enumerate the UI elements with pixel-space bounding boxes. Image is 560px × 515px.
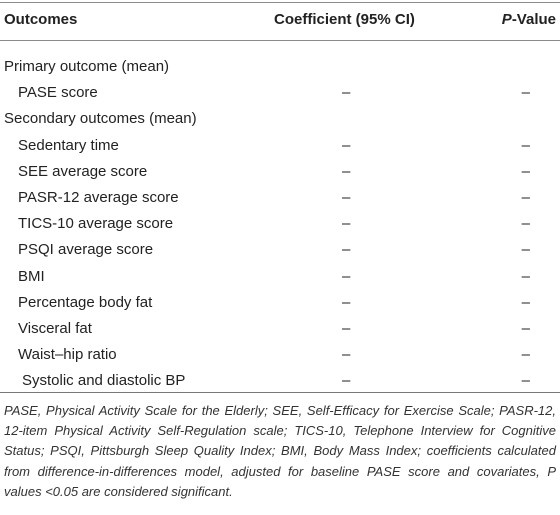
row-pvalue: –: [521, 372, 530, 390]
row-label: PASR-12 average score: [18, 188, 179, 206]
table-row: [0, 266, 560, 292]
row-pvalue: –: [521, 346, 530, 364]
table-row: [0, 56, 560, 82]
row-coefficient: –: [342, 293, 351, 311]
row-label: Secondary outcomes (mean): [4, 110, 197, 128]
header-pvalue: [502, 11, 556, 28]
row-label: Visceral fat: [18, 319, 92, 337]
row-coefficient: –: [342, 241, 351, 259]
row-label: Sedentary time: [18, 136, 119, 154]
table-bottom-rule: [0, 392, 560, 393]
row-pvalue: –: [521, 267, 530, 285]
row-pvalue: –: [521, 188, 530, 206]
row-coefficient: –: [342, 372, 351, 390]
row-pvalue: –: [521, 241, 530, 259]
header-outcomes: Outcomes: [4, 11, 78, 28]
row-pvalue: –: [521, 293, 530, 311]
row-coefficient: –: [342, 215, 351, 233]
header-pvalue-p: P: [501, 11, 512, 28]
table-row: [0, 318, 560, 344]
header-pvalue-rest: -Value: [511, 11, 556, 28]
row-pvalue: –: [521, 215, 530, 233]
table-row: [0, 108, 560, 134]
row-coefficient: –: [342, 136, 351, 154]
header-coefficient: Coefficient (95% CI): [274, 11, 415, 28]
row-coefficient: –: [342, 162, 351, 180]
table-body: [0, 56, 560, 396]
row-label: Waist–hip ratio: [18, 346, 117, 364]
row-coefficient: –: [342, 84, 351, 102]
row-coefficient: –: [342, 346, 351, 364]
row-label: TICS-10 average score: [18, 215, 174, 233]
row-label: Percentage body fat: [18, 293, 153, 311]
row-label: SEE average score: [18, 162, 148, 180]
row-pvalue: –: [521, 84, 530, 102]
row-label: PSQI average score: [18, 241, 154, 259]
row-coefficient: –: [342, 319, 351, 337]
row-pvalue: –: [521, 136, 530, 154]
table-top-rule: [0, 2, 560, 3]
row-label: BMI: [18, 267, 45, 285]
row-label: PASE score: [18, 84, 98, 102]
table-row: [0, 161, 560, 187]
row-pvalue: –: [521, 319, 530, 337]
row-pvalue: –: [521, 162, 530, 180]
row-coefficient: –: [342, 267, 351, 285]
table-footnote: PASE, Physical Activity Scale for the Elderly; SEE, Self-Efficacy for Exercise Scale; PASR-12, 12-item Physical Activity Self-Regulation scale; TICS-10, Telephone Interview for Cognitive Status; PSQI, Pittsburgh Sleep Quality Index; BMI, Body Mass Index; coefficients calculated from difference-in-differences model, adjusted for baseline PASE score and covariates, P values <0.05 are considered significant.: [4, 403, 556, 499]
table-row: [0, 292, 560, 318]
row-label: Primary outcome (mean): [4, 58, 170, 75]
row-label: Systolic and diastolic BP: [22, 372, 186, 390]
table-row: [0, 239, 560, 265]
table-row: [0, 187, 560, 213]
table-row: [0, 344, 560, 370]
header-rule: [0, 40, 560, 41]
table-row: [0, 135, 560, 161]
table-row: [0, 82, 560, 108]
table-row: [0, 213, 560, 239]
row-coefficient: –: [342, 188, 351, 206]
